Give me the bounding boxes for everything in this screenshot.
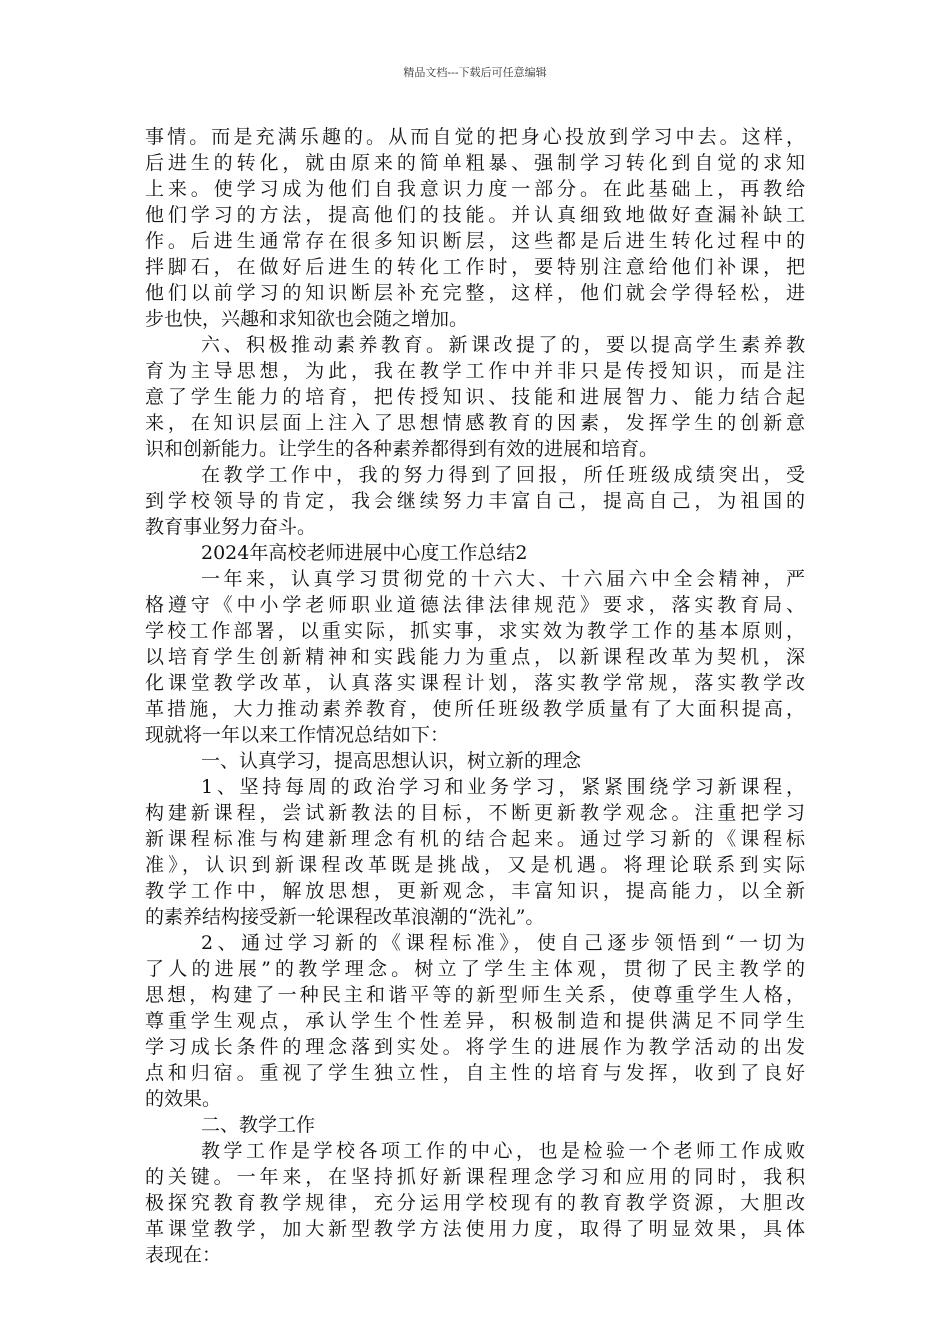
text-line: 思想，构建了一种民主和谐平等的新型师生关系，使尊重学生人格， [145,984,805,1006]
text-line: 极探究教育教学规律，充分运用学校现有的教育教学资源，大胆改 [145,1192,805,1214]
text-line: 新课程标准与构建新理念有机的结合起来。通过学习新的《课程标 [145,828,805,850]
text-line: 以培育学生创新精神和实践能力为重点，以新课程改革为契机，深 [145,646,805,668]
text-line: 作。后进生通常存在很多知识断层，这些都是后进生转化过程中的 [145,230,805,252]
text-line: 教育事业努力奋斗。 [145,516,317,538]
text-line: 拌脚石，在做好后进生的转化工作时，要特别注意给他们补课，把 [145,256,805,278]
text-line: 育为主导思想，为此，我在教学工作中并非只是传授知识，而是注 [145,360,805,382]
text-line: 革课堂教学，加大新型教学方法使用力度，取得了明显效果，具体 [145,1218,805,1240]
text-line: 的关键。一年来，在坚持抓好新课程理念学习和应用的同时，我积 [145,1166,805,1188]
text-line: 学习成长条件的理念落到实处。将学生的进展作为教学活动的出发 [145,1036,805,1058]
text-line: 点和归宿。重视了学生独立性，自主性的培育与发挥，收到了良好 [145,1062,805,1084]
text-line: 来，在知识层面上注入了思想情感教育的因素，发挥学生的创新意 [145,412,805,434]
text-line: 构建新课程，尝试新教法的目标，不断更新教学观念。注重把学习 [145,802,805,824]
text-line: 教学工作中，解放思想，更新观念，丰富知识，提高能力，以全新 [145,880,805,902]
text-line: 意了学生能力的培育，把传授知识、技能和进展智力、能力结合起 [145,386,805,408]
text-line: 2024年高校老师进展中心度工作总结2 [201,542,528,564]
text-line: 上来。使学习成为他们自我意识力度一部分。在此基础上，再教给 [145,178,805,200]
text-line: 事情。而是充满乐趣的。从而自觉的把身心投放到学习中去。这样， [145,126,805,148]
text-line: 的素养结构接受新一轮课程改革浪潮的“洗礼”。 [145,906,545,928]
text-line: 步也快，兴趣和求知欲也会随之增加。 [145,308,469,330]
text-line: 二、教学工作 [201,1114,316,1136]
text-line: 表现在： [145,1244,222,1266]
text-line: 现就将一年以来工作情况总结如下： [145,724,450,746]
text-line: 到学校领导的肯定，我会继续努力丰富自己，提高自己，为祖国的 [145,490,805,512]
text-line: 他们学习的方法，提高他们的技能。并认真细致地做好查漏补缺工 [145,204,805,226]
text-line: 一、认真学习，提高思想认识，树立新的理念 [201,750,582,772]
text-line: 2、通过学习新的《课程标准》，使自己逐步领悟到“一切为 [201,932,805,954]
text-line: 准》，认识到新课程改革既是挑战，又是机遇。将理论联系到实际 [145,854,805,876]
text-line: 尊重学生观点，承认学生个性差异，积极制造和提供满足不同学生 [145,1010,805,1032]
text-line: 1、坚持每周的政治学习和业务学习，紧紧围绕学习新课程， [201,776,805,798]
text-line: 革措施，大力推动素养教育，使所任班级教学质量有了大面积提高， [145,698,805,720]
document-body [145,124,805,1268]
text-line: 识和创新能力。让学生的各种素养都得到有效的进展和培育。 [145,438,659,460]
text-line: 后进生的转化，就由原来的简单粗暴、强制学习转化到自觉的求知 [145,152,805,174]
page-header: 精品文档---下载后可任意编辑 [403,66,547,79]
text-line: 的效果。 [145,1088,222,1110]
text-line: 学校工作部署，以重实际，抓实事，求实效为教学工作的基本原则， [145,620,805,642]
text-line: 化课堂教学改革，认真落实课程计划，落实教学常规，落实教学改 [145,672,805,694]
text-line: 他们以前学习的知识断层补充完整，这样，他们就会学得轻松，进 [145,282,805,304]
text-line: 了人的进展”的教学理念。树立了学生主体观，贯彻了民主教学的 [145,958,805,980]
text-line: 一年来，认真学习贯彻党的十六大、十六届六中全会精神，严 [201,568,805,590]
text-line: 六、积极推动素养教育。新课改提了的，要以提高学生素养教 [201,334,805,356]
text-line: 教学工作是学校各项工作的中心，也是检验一个老师工作成败 [201,1140,805,1162]
text-line: 在教学工作中，我的努力得到了回报，所任班级成绩突出，受 [201,464,805,486]
text-line: 格遵守《中小学老师职业道德法律法律规范》要求，落实教育局、 [145,594,805,616]
